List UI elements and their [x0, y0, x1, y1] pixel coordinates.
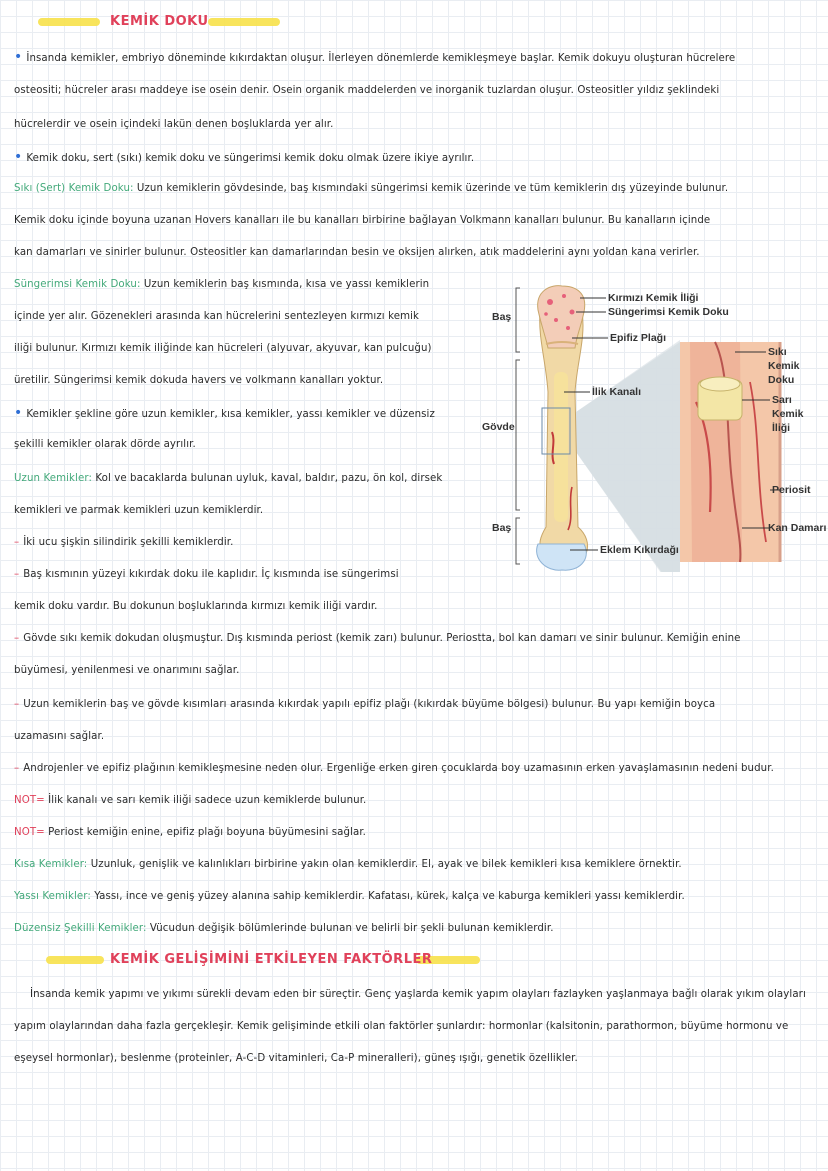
label-ilik-kanali: İlik Kanalı [592, 386, 642, 398]
label-siki: Sıkı [768, 346, 787, 358]
term-label: Yassı Kemikler: [14, 891, 91, 902]
label-govde: Gövde [482, 421, 515, 433]
text-line: – Androjenler ve epifiz plağının kemikleşmesine neden olur. Ergenliğe erken giren çocuklarda boy uzamasının erken yavaşlamasının nedeni budur. [14, 763, 774, 774]
text-line: kemik doku vardır. Bu dokunun boşluklarında kırmızı kemik iliği vardır. [14, 601, 378, 612]
dash-icon: – [14, 763, 20, 774]
bullet-icon: • [14, 49, 23, 65]
section-title-kemik-doku: KEMİK DOKU [110, 14, 209, 29]
text-line: • Kemik doku, sert (sıkı) kemik doku ve süngerimsi kemik doku olmak üzere ikiye ayrılır. [14, 149, 475, 165]
text-line: kan damarları ve sinirler bulunur. Osteositler kan damarlarından besin ve oksijen alırken, atık maddelerini aynı yoldan kana verirler. [14, 247, 700, 258]
text-line: osteositi; hücreler arası maddeye ise osein denir. Osein organik maddelerden ve inorganik tuzlardan oluşur. Osteositler yıldız şeklindeki [14, 85, 720, 96]
label-sari: İliği [772, 422, 791, 434]
label-kirmizi-kemik-iligi: Kırmızı Kemik İliği [608, 292, 699, 304]
text-line: • İnsanda kemikler, embriyo döneminde kıkırdaktan oluşur. İlerleyen dönemlerde kemikleşmeye başlar. Kemik dokuyu oluşturan hücrelere [14, 49, 736, 65]
text-line: eşeysel hormonlar), beslenme (proteinler, A-C-D vitaminleri, Ca-P mineralleri), güneş ışığı, genetik özellikler. [14, 1053, 578, 1064]
section-title-kemik-gelisimi: KEMİK GELİŞİMİNİ ETKİLEYEN FAKTÖRLER [110, 952, 433, 967]
text-line: uzamasını sağlar. [14, 731, 105, 742]
text-line: büyümesi, yenilenmesi ve onarımını sağlar. [14, 665, 240, 676]
text-line: üretilir. Süngerimsi kemik dokuda havers ve volkmann kanalları yoktur. [14, 375, 384, 386]
text-line: Sıkı (Sert) Kemik Doku: Uzun kemiklerin gövdesinde, baş kısmındaki süngerimsi kemik üzerinde ve tüm kemiklerin dış yüzeyinde bulunur. [14, 183, 729, 194]
text-line: – İki ucu şişkin silindirik şekilli kemiklerdir. [14, 537, 234, 548]
label-siki: Doku [768, 374, 795, 386]
label-kan-damari: Kan Damarı [768, 522, 827, 534]
bullet-icon: • [14, 149, 23, 165]
label-sungerimsi-kemik-doku: Süngerimsi Kemik Doku [608, 306, 729, 318]
note-line: NOT= Periost kemiğin enine, epifiz plağı boyuna büyümesini sağlar. [14, 827, 367, 838]
term-label: Düzensiz Şekilli Kemikler: [14, 923, 147, 934]
text-line: şekilli kemikler olarak dörde ayrılır. [14, 439, 196, 450]
text-line: Uzun Kemikler: Kol ve bacaklarda bulunan uyluk, kaval, baldır, pazu, ön kol, dirsek [14, 473, 443, 484]
text-line: Kısa Kemikler: Uzunluk, genişlik ve kalınlıkları birbirine yakın olan kemiklerdir. El, ayak ve bilek kemikleri kısa kemiklere örnektir. [14, 859, 682, 870]
bullet-icon: • [14, 405, 23, 421]
text-line: – Uzun kemiklerin baş ve gövde kısımları arasında kıkırdak yapılı epifiz plağı (kıkırdak büyüme bölgesi) bulunur. Bu yapı kemiğin boyca [14, 699, 716, 710]
label-sari: Kemik [772, 408, 804, 420]
label-periost: Periosit [772, 484, 811, 496]
dash-icon: – [14, 699, 20, 710]
label-bas-top: Baş [492, 311, 512, 323]
text-line: Yassı Kemikler: Yassı, ince ve geniş yüzey alanına sahip kemiklerdir. Kafatası, kürek, kalça ve kaburga kemikleri yassı kemiklerdir. [14, 891, 685, 902]
term-label: Kısa Kemikler: [14, 859, 88, 870]
term-label: Uzun Kemikler: [14, 473, 92, 484]
text-line: içinde yer alır. Gözenekleri arasında kan hücrelerini sentezleyen kırmızı kemik [14, 311, 420, 322]
text-line: yapım olaylarından daha fazla gerçekleşir. Kemik gelişiminde etkili olan faktörler şunlardır: hormonlar (kalsitonin, parathormon, büyüme hormonu ve [14, 1021, 789, 1032]
text-line: İnsanda kemik yapımı ve yıkımı sürekli devam eden bir süreçtir. Genç yaşlarda kemik yapım olayları fazlayken yaşlanmaya bağlı olarak yıkım olayları [30, 989, 806, 1000]
highlight-right [208, 18, 280, 26]
text-line: Düzensiz Şekilli Kemikler: Vücudun değişik bölümlerinde bulunan ve belirli bir şekli bulunan kemiklerdir. [14, 923, 554, 934]
note-line: NOT= İlik kanalı ve sarı kemik iliği sadece uzun kemiklerde bulunur. [14, 795, 367, 806]
note-label: NOT= [14, 827, 45, 838]
dash-icon: – [14, 537, 20, 548]
label-sari: Sarı [772, 394, 792, 406]
text-line: iliği bulunur. Kırmızı kemik iliğinde kan hücreleri (alyuvar, akyuvar, kan pulcuğu) [14, 343, 432, 354]
text-line: – Baş kısmının yüzeyi kıkırdak doku ile kaplıdır. İç kısmında ise süngerimsi [14, 569, 399, 580]
bone-figure [480, 282, 825, 572]
dash-icon: – [14, 569, 20, 580]
text-line: Süngerimsi Kemik Doku: Uzun kemiklerin baş kısmında, kısa ve yassı kemiklerin [14, 279, 430, 290]
label-siki: Kemik [768, 360, 800, 372]
text-line: Kemik doku içinde boyuna uzanan Hovers kanalları ile bu kanalları birbirine bağlayan Volkmann kanalları bulunur. Bu kanalların içinde [14, 215, 711, 226]
label-eklem-kikirdagi: Eklem Kıkırdağı [600, 544, 679, 556]
highlight-left [46, 956, 104, 964]
note-label: NOT= [14, 795, 45, 806]
label-bas-bottom: Baş [492, 522, 512, 534]
text-line: hücrelerdir ve osein içindeki lakün denen boşluklarda yer alır. [14, 119, 334, 130]
term-label: Sıkı (Sert) Kemik Doku: [14, 183, 134, 194]
text-line: • Kemikler şekline göre uzun kemikler, kısa kemikler, yassı kemikler ve düzensiz [14, 405, 435, 421]
text-line: kemikleri ve parmak kemikleri uzun kemiklerdir. [14, 505, 264, 516]
text-line: – Gövde sıkı kemik dokudan oluşmuştur. Dış kısmında periost (kemik zarı) bulunur. Periostta, bol kan damarı ve sinir bulunur. Kemiğin enine [14, 633, 741, 644]
term-label: Süngerimsi Kemik Doku: [14, 279, 141, 290]
label-epifiz-plagi: Epifiz Plağı [610, 332, 667, 344]
dash-icon: – [14, 633, 20, 644]
highlight-left [38, 18, 100, 26]
